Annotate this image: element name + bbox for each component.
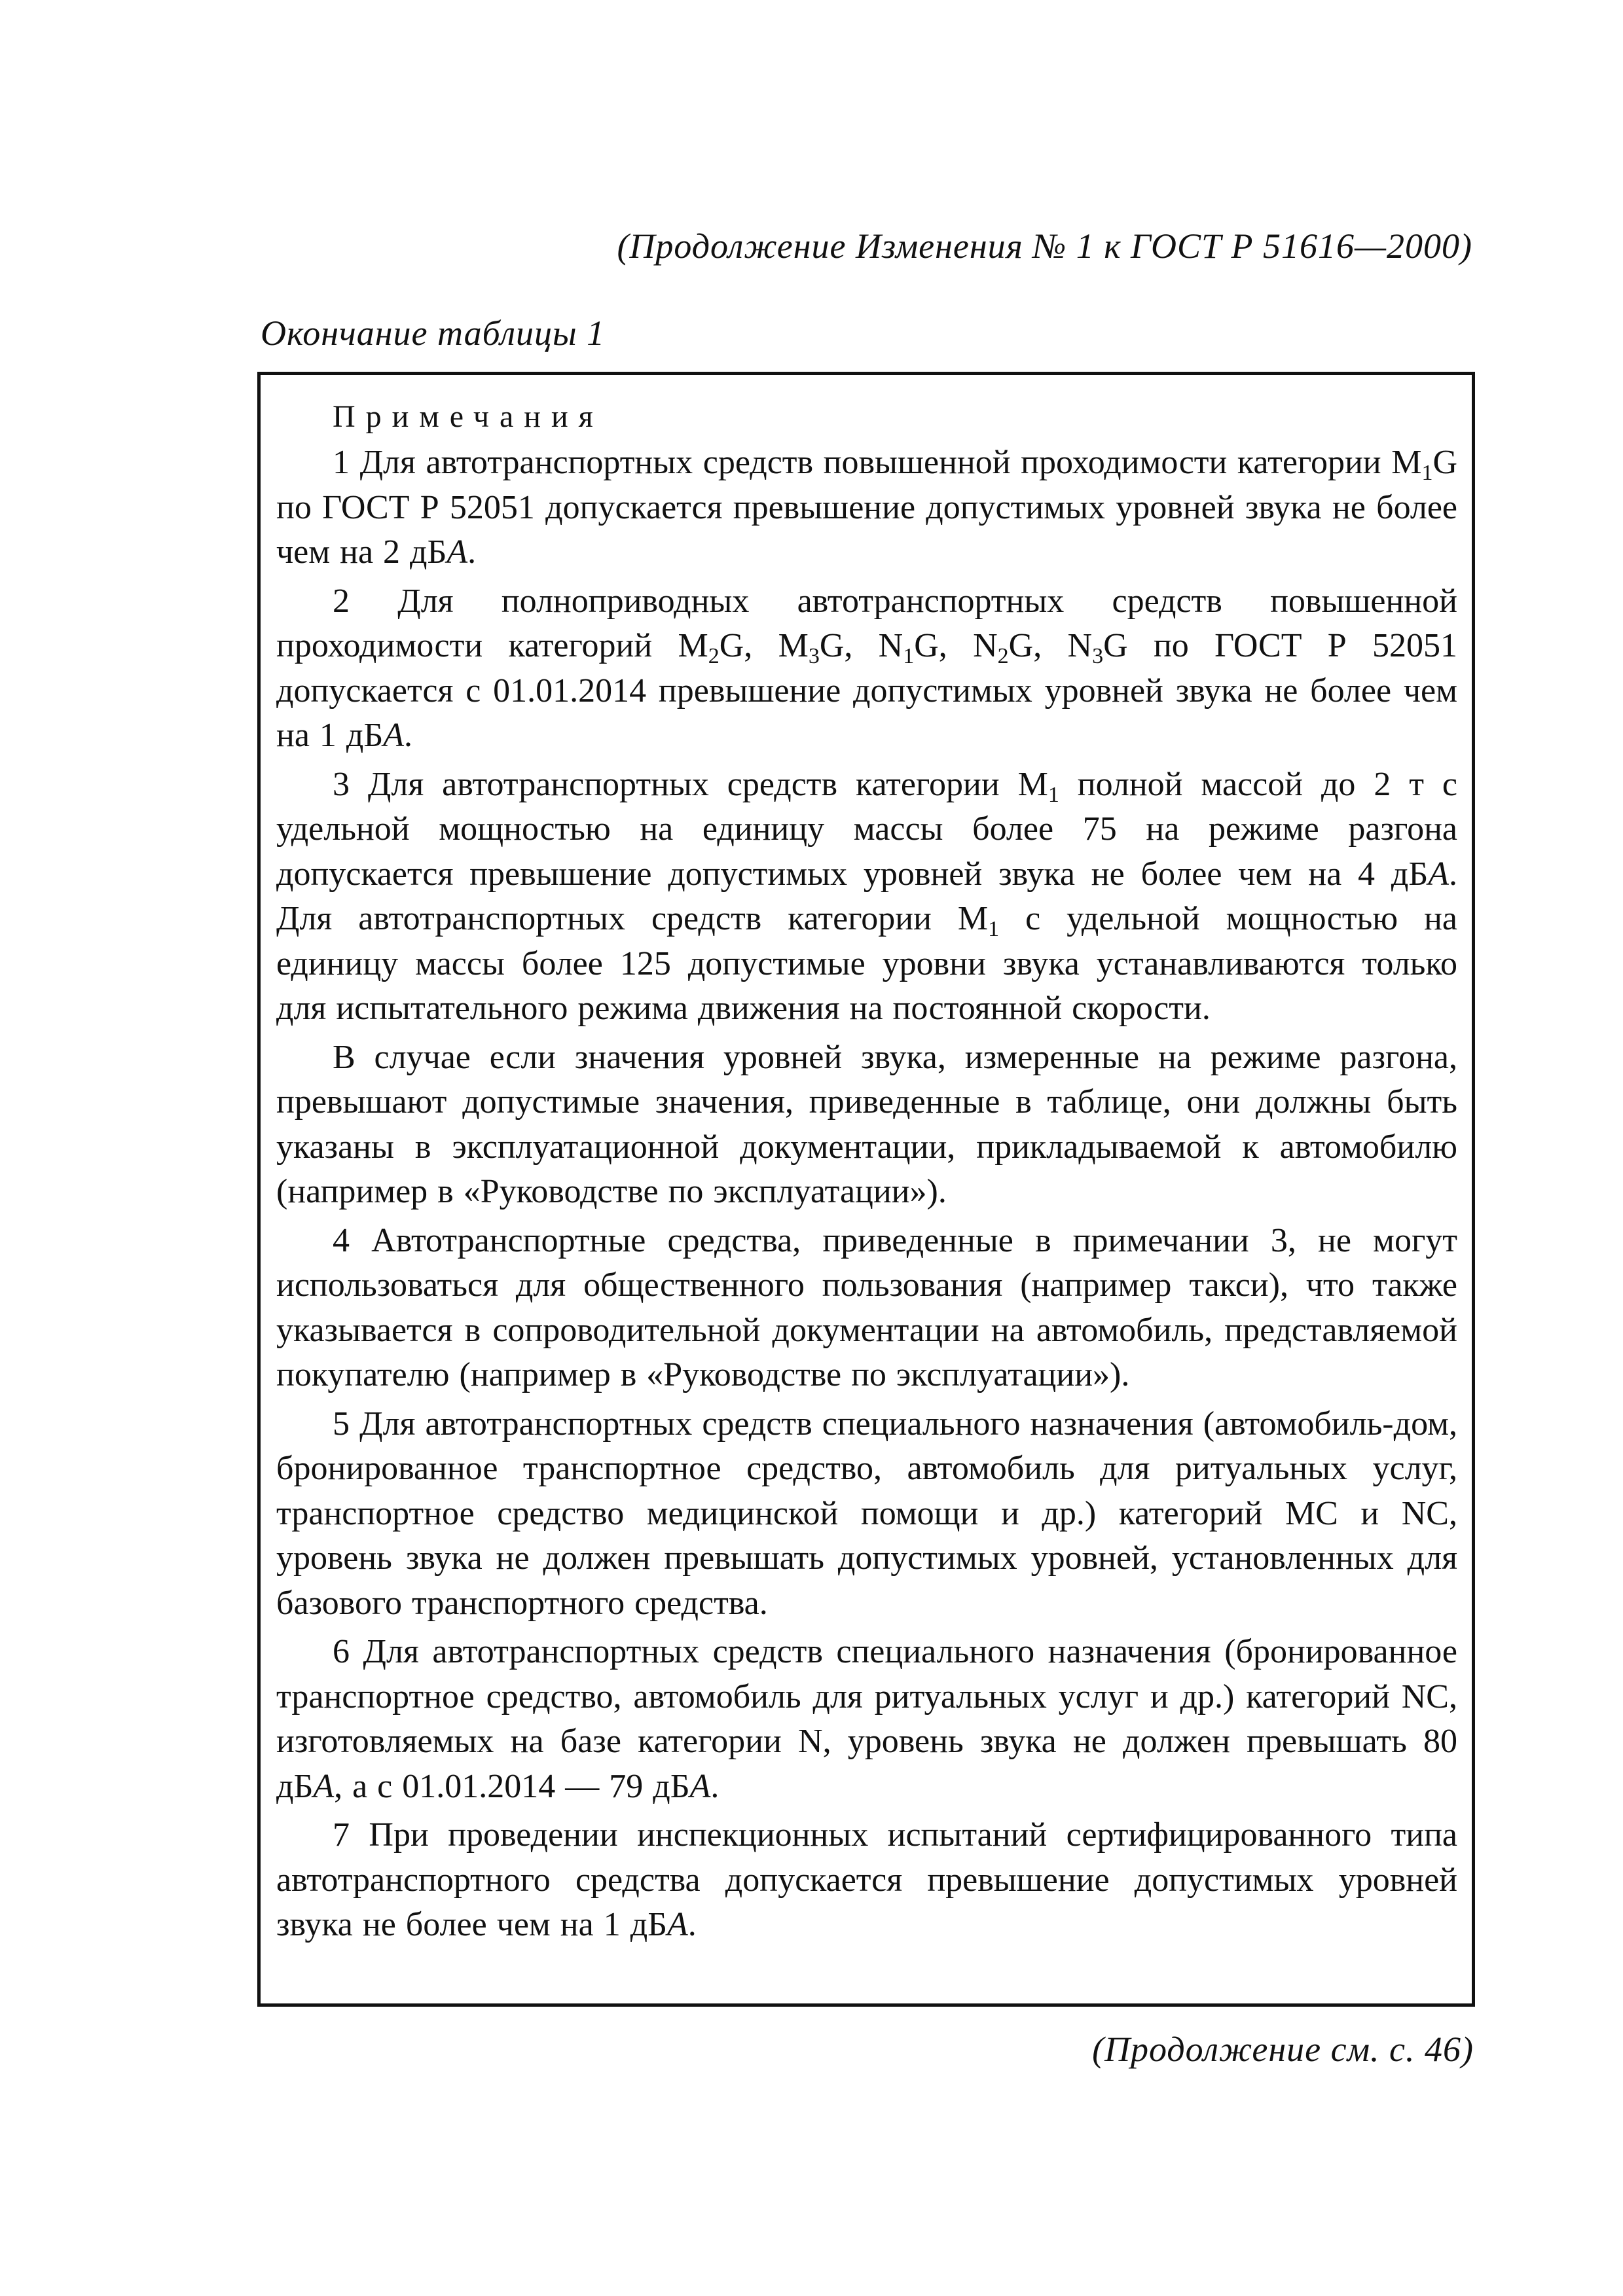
notes-heading: Примечания bbox=[333, 399, 604, 434]
note-7: 7 При проведении инспекционных испытаний сертифицированного типа автотранспортного средства допускается превышение допустимых уровней звука не более чем на 1 дБА. bbox=[276, 1816, 1457, 1943]
note-1: 1 Для автотранспортных средств повышенной проходимости категории $M_1G$ по ГОСТ Р 52051 допускается превышение допустимых уровней звука не более чем на 2 дБА. bbox=[276, 444, 1457, 571]
notes-box bbox=[257, 372, 1475, 2007]
note-3-continuation: В случае если значения уровней звука, измеренные на режиме разгона, превышают допустимые значения, приведенные в таблице, они должны быть указаны в эксплуатационной документации, прикладываемой к автомобилю (например в «Руководстве по эксплуатации»). bbox=[276, 1038, 1457, 1210]
note-5: 5 Для автотранспортных средств специального назначения (автомобиль-дом, бронированное транспортное средство, автомобиль для ритуальных услуг, транспортное средство медицинской помощи и др.) категорий MC и NC, уровень звука не должен превышать допустимых уровней, установленных для базового транспортного средства. bbox=[276, 1405, 1457, 1622]
continuation-footer: (Продолжение см. с. 46) bbox=[1092, 2030, 1474, 2069]
note-4: 4 Автотранспортные средства, приведенные в примечании 3, не могут использоваться для общественного пользования (например такси), что также указывается в сопроводительной документации на автомобиль, представляемой покупателю (например в «Руководстве по эксплуатации»). bbox=[276, 1221, 1457, 1393]
table-caption: Окончание таблицы 1 bbox=[261, 314, 606, 353]
note-6: 6 Для автотранспортных средств специального назначения (бронированное транспортное средство, автомобиль для ритуальных услуг и др.) категорий NC, изготовляемых на базе категории N, уровень звука не должен превышать 80 дБА, а с 01.01.2014 — 79 дБА. bbox=[276, 1633, 1457, 1805]
note-2: 2 Для полноприводных автотранспортных средств повышенной проходимости категорий $M_2G$, $M_3G$, $N_1G$, $N_2G$, $N_3G$ по ГОСТ Р 52051 допускается с 01.01.2014 превышение допустимых уровней звука не более чем на 1 дБА. bbox=[276, 582, 1458, 754]
note-3: 3 Для автотранспортных средств категории $M_1$ полной массой до 2 т с удельной мощностью на единицу массы более 75 на режиме разгона допускается превышение допустимых уровней звука не более чем на 4 дБА. Для автотранспортных средств категории $M_1$ с удельной мощностью на единицу массы более 125 допустимые уровни звука устанавливаются только для испытательного режима движения на постоянной скорости. bbox=[276, 765, 1457, 1027]
continuation-header: (Продолжение Изменения № 1 к ГОСТ Р 51616—2000) bbox=[617, 226, 1472, 266]
